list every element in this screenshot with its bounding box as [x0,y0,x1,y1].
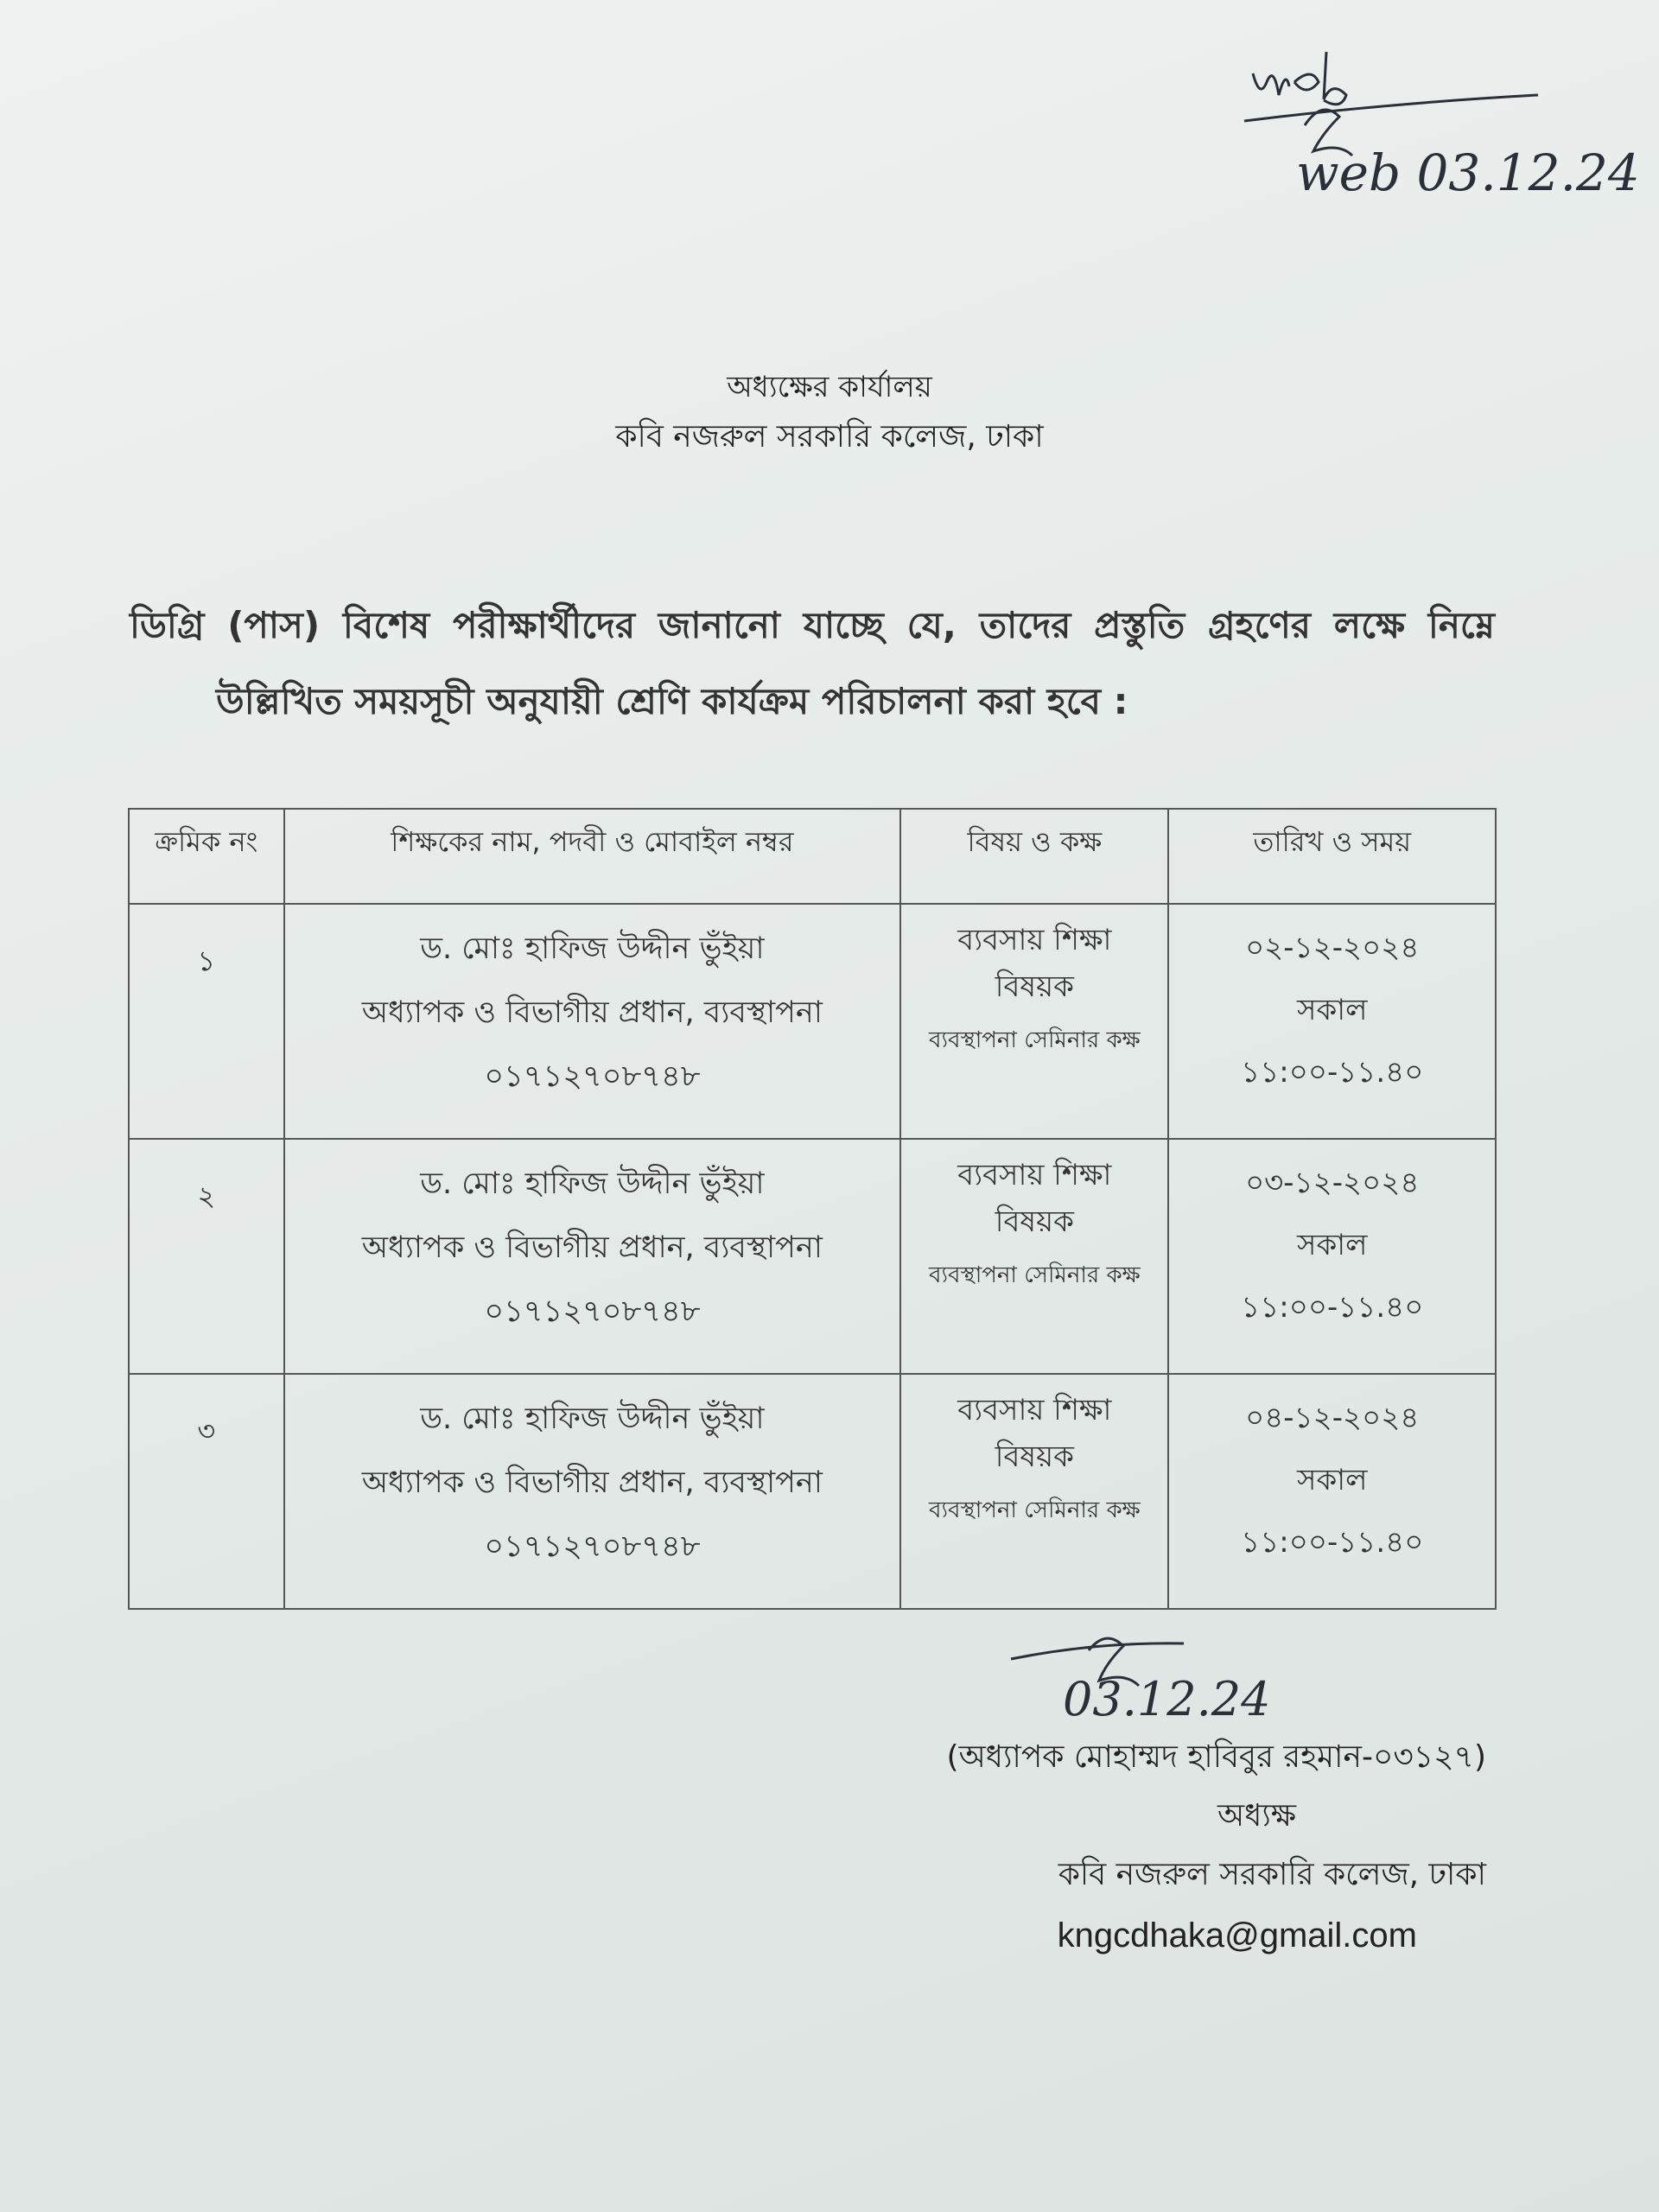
datetime-cell [1168,1374,1496,1609]
notice-body [130,588,1495,740]
room-name: ব্যবস্থাপনা সেমিনার কক্ষ [929,1027,1141,1053]
teacher-name: ড. মোঃ হাফিজ উদ্দীন ভুঁইয়া [420,931,765,966]
schedule-table [128,808,1497,1610]
teacher-mobile: ০১৭১২৭০৮৭৪৮ [484,1529,701,1564]
teacher-cell [284,1374,901,1609]
subject-line-1: ব্যবসায় শিক্ষা [957,1393,1112,1427]
signature-date: 03.12.24 [1063,1672,1271,1726]
handwritten-web-note [1227,35,1640,207]
teacher-cell [284,1139,901,1374]
table-header-row [129,809,1496,904]
table-row [129,904,1496,1139]
row-serial: ২ [129,1139,284,1374]
subject-cell [900,1374,1168,1609]
subject-line-1: ব্যবসায় শিক্ষা [957,1158,1112,1192]
class-date: ০৩-১২-২০২৪ [1245,1166,1420,1200]
row-serial: ৩ [129,1374,284,1609]
class-date: ০৪-১২-২০২৪ [1245,1401,1420,1435]
room-name: ব্যবস্থাপনা সেমিনার কক্ষ [929,1262,1141,1288]
header-datetime: তারিখ ও সময় [1168,809,1496,904]
teacher-designation: অধ্যাপক ও বিভাগীয় প্রধান, ব্যবস্থাপনা [361,995,823,1030]
subject-line-2: বিষয়ক [995,1440,1074,1474]
class-date: ০২-১২-২০২৪ [1245,931,1420,965]
signer-name: (অধ্যাপক মোহাম্মদ হাবিবুর রহমান-০৩১২৭) [946,1739,1486,1775]
teacher-mobile: ০১৭১২৭০৮৭৪৮ [484,1294,701,1329]
signer-college: কবি নজরুল সরকারি কলেজ, ঢাকা [1058,1857,1486,1892]
datetime-cell [1168,1139,1496,1374]
principal-signature [994,1624,1382,1728]
notice-line-2: উল্লিখিত সময়সূচী অনুযায়ী শ্রেণি কার্যক্রম পরিচালনা করা হবে : [216,680,1128,722]
class-time: ১১:০০-১১.৪০ [1241,1525,1424,1560]
subject-line-1: ব্যবসায় শিক্ষা [957,923,1112,957]
teacher-designation: অধ্যাপক ও বিভাগীয় প্রধান, ব্যবস্থাপনা [361,1465,823,1500]
class-session: সকাল [1297,1228,1368,1262]
notice-line-1: ডিগ্রি (পাস) বিশেষ পরীক্ষার্থীদের জানানো যাচ্ছে যে, তাদের প্রস্তুতি গ্রহণের লক্ষে নিম্নে [130,604,1495,646]
header-teacher: শিক্ষকের নাম, পদবী ও মোবাইল নম্বর [284,809,901,904]
class-time: ১১:০০-১১.৪০ [1241,1290,1424,1325]
handwritten-web-note-text: web 03.12.24 [1296,143,1640,202]
class-session: সকাল [1297,1463,1368,1497]
signer-title: অধ্যক্ষ [1217,1798,1296,1834]
room-name: ব্যবস্থাপনা সেমিনার কক্ষ [929,1497,1141,1523]
class-time: ১১:০০-১১.৪০ [1241,1055,1424,1090]
signer-email: kngcdhaka@gmail.com [1057,1916,1417,1955]
teacher-cell [284,904,901,1139]
header-subject: বিষয় ও কক্ষ [900,809,1168,904]
office-title: অধ্যক্ষের কার্যালয় [727,370,932,404]
teacher-name: ড. মোঃ হাফিজ উদ্দীন ভুঁইয়া [420,1166,765,1201]
subject-line-2: বিষয়ক [995,1205,1074,1239]
letter-header [0,363,1659,463]
row-serial: ১ [129,904,284,1139]
subject-line-2: বিষয়ক [995,969,1074,1004]
teacher-mobile: ০১৭১২৭০৮৭৪৮ [484,1059,701,1094]
college-name: কবি নজরুল সরকারি কলেজ, ঢাকা [615,419,1044,454]
table-row [129,1374,1496,1609]
teacher-name: ড. মোঃ হাফিজ উদ্দীন ভুঁইয়া [420,1402,765,1436]
subject-cell [900,904,1168,1139]
table-row [129,1139,1496,1374]
datetime-cell [1168,904,1496,1139]
signer-block [864,1728,1486,1967]
subject-cell [900,1139,1168,1374]
class-session: সকাল [1297,993,1368,1027]
teacher-designation: অধ্যাপক ও বিভাগীয় প্রধান, ব্যবস্থাপনা [361,1230,823,1265]
header-serial: ক্রমিক নং [129,809,284,904]
